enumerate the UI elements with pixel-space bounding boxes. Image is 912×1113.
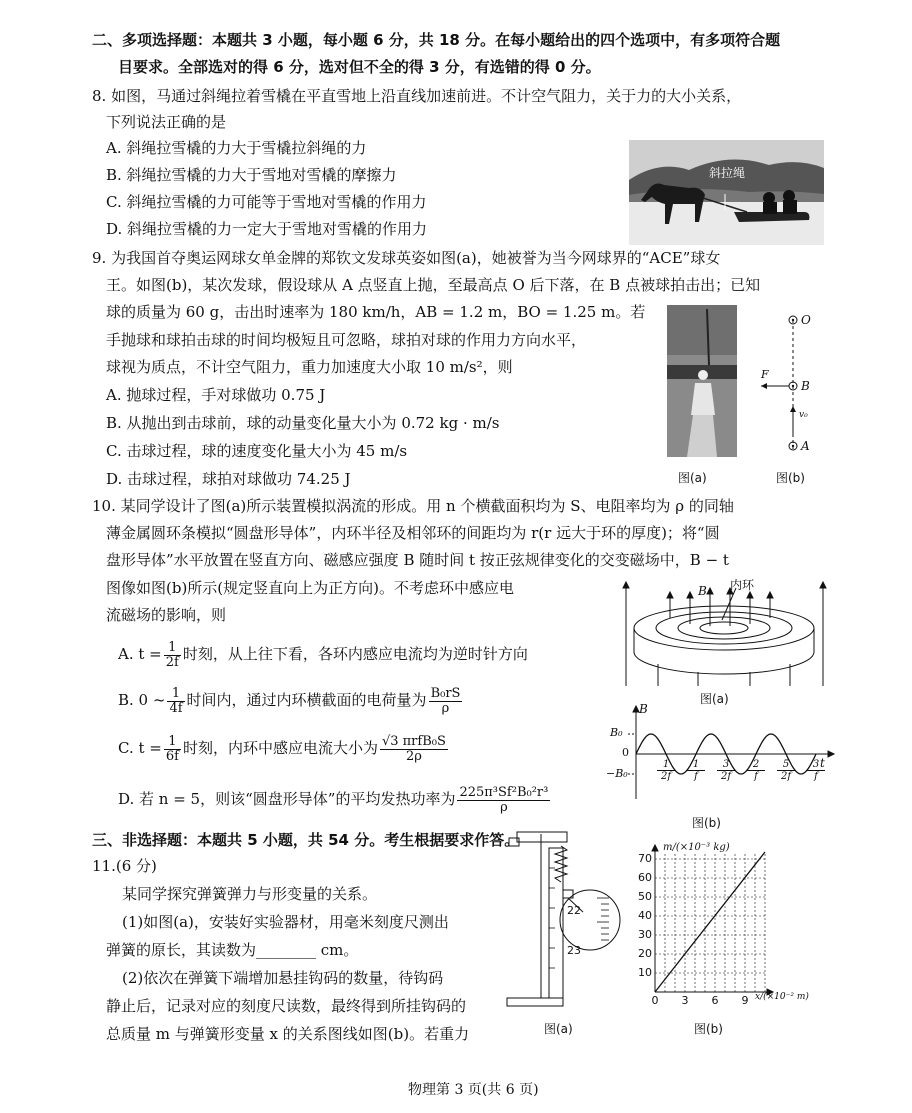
q11-caption-a: 图(a) <box>544 1022 573 1036</box>
q11-heading: 11.(6 分) <box>92 857 157 875</box>
graph-tick-label: 3 2f <box>717 759 735 782</box>
point-b-label: B <box>801 379 810 393</box>
q9-stem-line2: 王。如图(b)，某次发球，假设球从 A 点竖直上抛，至最高点 O 后下落，在 B 点被球拍击出；已知 <box>106 276 761 294</box>
q8-stem-line2: 下列说法正确的是 <box>106 113 227 131</box>
x-tick-label: 6 <box>711 994 719 1007</box>
graph-b-axis-label: B <box>639 702 648 716</box>
q8-option-c: C. 斜绳拉雪橇的力可能等于雪地对雪橇的作用力 <box>106 193 427 211</box>
q9-stem-line3: 球的质量为 60 g，击出时速率为 180 km/h，AB = 1.2 m，BO = 1.25 m。若 <box>106 303 646 321</box>
x-tick-label: 0 <box>651 994 659 1007</box>
graph-tick-label: 2 f <box>747 759 765 782</box>
q8-option-a: A. 斜绳拉雪橇的力大于雪橇拉斜绳的力 <box>106 139 367 157</box>
y-tick-label: 40 <box>638 909 652 922</box>
q10-option-b: B. 0 ~ $\frac{1}{4f}$ 时间内，通过内环横截面的电荷量为 $\frac{\text{B₀rS}}{\rho}$ <box>118 685 461 716</box>
q10-stem-line4: 图像如图(b)所示(规定竖直向上为正方向)。不考虑环中感应电 <box>106 579 515 597</box>
q10-stem-line1: 10. 某同学设计了图(a)所示装置模拟涡流的形成。用 n 个横截面积均为 S、电阻率均为 ρ 的同轴 <box>92 497 734 515</box>
q10-option-d: D. 若 n = 5，则该“圆盘形导体”的平均发热功率为 $\frac{\text{225π³Sf²B₀²r³}}{\rho}$ <box>118 784 549 815</box>
point-a-label: A <box>801 439 810 453</box>
section2-title-line1: 二、多项选择题：本题共 3 小题，每小题 6 分，共 18 分。在每小题给出的四个选项中，有多项符合题 <box>92 31 781 49</box>
q9-stem-line4: 手抛球和球拍击球的时间均极短且可忽略，球拍对球的作用力方向水平， <box>106 331 587 349</box>
y-tick-label: 20 <box>638 947 652 960</box>
q10-caption-a: 图(a) <box>700 692 729 706</box>
graph-tick-label: 5 2f <box>777 759 795 782</box>
q11-line2: (1)如图(a)，安装好实验器材，用毫米刻度尺测出 <box>122 913 449 931</box>
q10-stem-line2: 薄金属圆环条模拟“圆盘形导体”，内环半径及相邻环的间距均为 r(r 远大于环的厚度)；将“圆 <box>106 524 720 542</box>
q9-option-c: C. 击球过程，球的速度变化量大小为 45 m/s <box>106 442 408 460</box>
spring-apparatus-figure <box>505 828 625 1012</box>
graph-tick-label: 1 2f <box>657 759 675 782</box>
q8-stem-line1: 8. 如图，马通过斜绳拉着雪橇在平直雪地上沿直线加速前进。不计空气阻力，关于力的大小关系， <box>92 87 742 105</box>
graph-t-axis-label: t <box>820 756 825 770</box>
q10-rings-figure <box>618 578 833 690</box>
q11-line5: 静止后，记录对应的刻度尺读数，最终得到所挂钩码的 <box>106 997 467 1015</box>
inner-ring-label: 内环 <box>730 578 755 592</box>
q10-bt-graph <box>606 704 836 804</box>
x-tick-label: 3 <box>681 994 689 1007</box>
section3-title: 三、非选择题：本题共 5 小题，共 54 分。考生根据要求作答。 <box>92 831 520 849</box>
q9-option-d: D. 击球过程，球拍对球做功 74.25 J <box>106 470 351 488</box>
graph-tick-label: 1 f <box>687 759 705 782</box>
q9-caption-b: 图(b) <box>776 471 805 485</box>
q11-line3: 弹簧的原长，其读数为________ cm。 <box>106 941 359 959</box>
graph-b0-label: B₀ <box>610 726 623 739</box>
q9-option-b: B. 从抛出到击球前，球的动量变化量大小为 0.72 kg · m/s <box>106 414 500 432</box>
y-tick-label: 60 <box>638 871 652 884</box>
y-tick-label: 30 <box>638 928 652 941</box>
q10-caption-b: 图(b) <box>692 816 721 830</box>
force-f-label: F <box>761 368 769 381</box>
tennis-player-photo <box>667 305 737 457</box>
q9-caption-a: 图(a) <box>678 471 707 485</box>
graph-x-axis-label: x/(×10⁻² m) <box>755 992 809 1002</box>
q9-option-a: A. 抛球过程，手对球做功 0.75 J <box>106 386 326 404</box>
q10-option-c: C. t = $\frac{1}{6f}$ 时刻，内环中感应电流大小为 $\frac{\text{√3 πrfB₀S}}{2\rho}$ <box>118 733 446 764</box>
q9-stem-line1: 9. 为我国首夺奥运网球女单金牌的郑钦文发球英姿如图(a)，她被誉为当今网球界的“ACE”球女 <box>92 249 721 267</box>
y-tick-label: 10 <box>638 966 652 979</box>
q11-line6: 总质量 m 与弹簧形变量 x 的关系图线如图(b)。若重力 <box>106 1025 470 1043</box>
y-tick-label: 70 <box>638 852 652 865</box>
q9-diagram <box>755 310 815 460</box>
fig-a-b-label: B <box>698 584 707 598</box>
y-tick-label: 50 <box>638 890 652 903</box>
velocity-v0-label: v₀ <box>799 410 808 420</box>
q10-option-a: A. t = $\frac{1}{2f}$ 时刻，从上往下看，各环内感应电流均为逆时针方向 <box>118 639 528 670</box>
q10-stem-line3: 盘形导体”水平放置在竖直方向、磁感应强度 B 随时间 t 按正弦规律变化的交变磁场中，B − t <box>106 551 729 569</box>
q11-mx-graph <box>635 842 825 1007</box>
graph-tick-label: 3 f <box>807 759 825 782</box>
section2-title-line2: 目要求。全部选对的得 6 分，选对但不全的得 3 分，有选错的得 0 分。 <box>118 58 601 76</box>
graph-y-axis-label: m/(×10⁻³ kg) <box>663 842 730 853</box>
horse-sleigh-photo <box>629 140 824 245</box>
scale-23-label: 23 <box>567 944 581 957</box>
graph-origin-label: 0 <box>622 746 629 759</box>
graph-neg-b0-label: −B₀ <box>606 767 628 780</box>
q9-stem-line5: 球视为质点，不计空气阻力，重力加速度大小取 10 m/s²，则 <box>106 358 513 376</box>
data-line <box>655 852 765 992</box>
scale-22-label: 22 <box>567 904 581 917</box>
x-tick-label: 9 <box>741 994 749 1007</box>
q8-option-d: D. 斜绳拉雪橇的力一定大于雪地对雪橇的作用力 <box>106 220 428 238</box>
q11-caption-b: 图(b) <box>694 1022 723 1036</box>
q8-option-b: B. 斜绳拉雪橇的力大于雪地对雪橇的摩擦力 <box>106 166 397 184</box>
photo-rope-label: 斜拉绳 <box>709 166 746 180</box>
point-o-label: O <box>801 313 811 327</box>
q11-line4: (2)依次在弹簧下端增加悬挂钩码的数量，待钩码 <box>122 969 444 987</box>
q11-line1: 某同学探究弹簧弹力与形变量的关系。 <box>122 885 378 903</box>
q10-stem-line5: 流磁场的影响，则 <box>106 606 227 624</box>
page-footer: 物理第 3 页(共 6 页) <box>408 1082 539 1098</box>
